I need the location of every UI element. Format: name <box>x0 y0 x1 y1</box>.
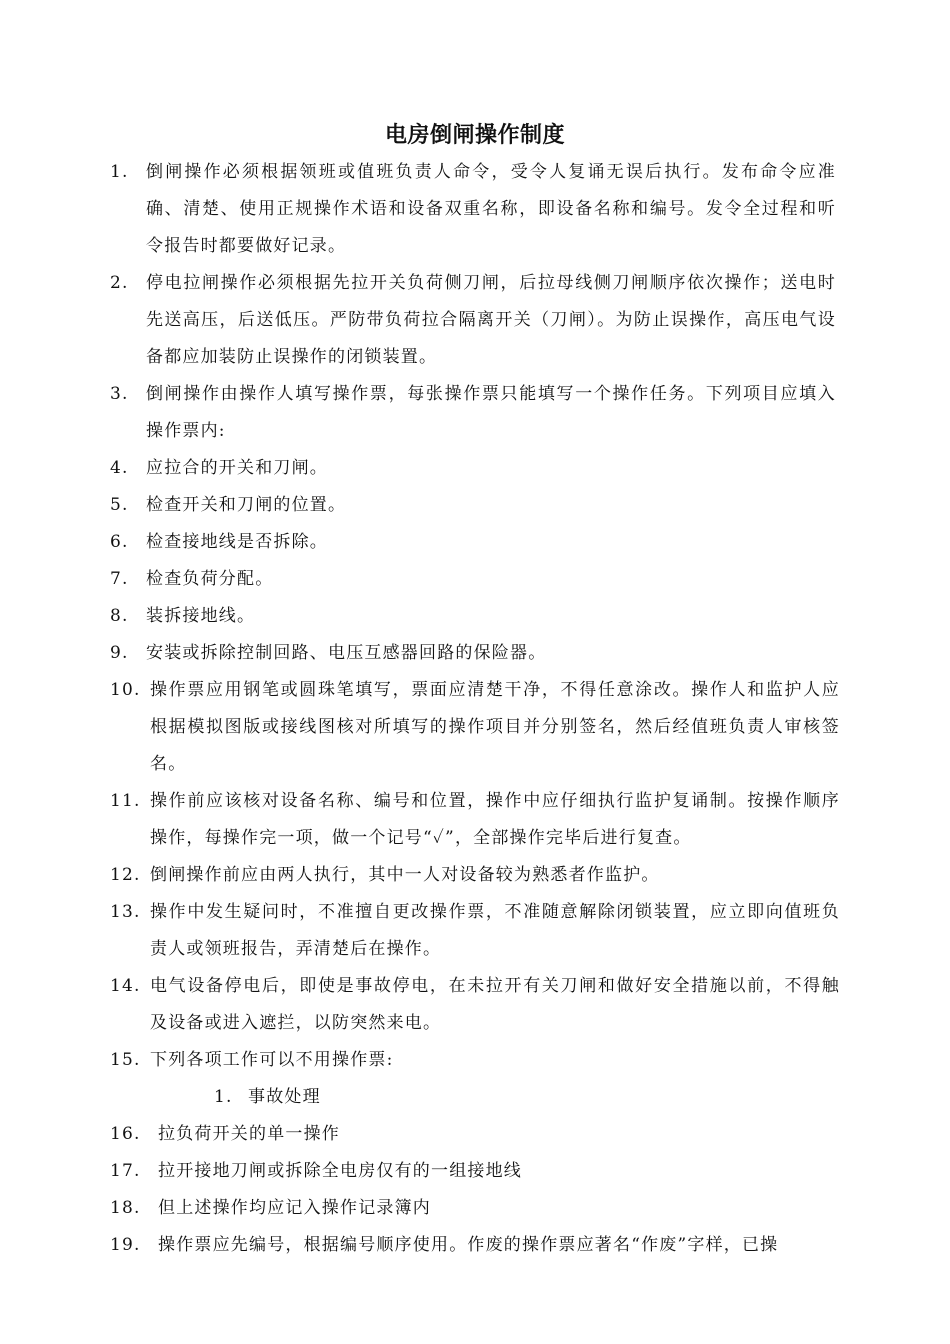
item-number: 1. <box>110 162 129 182</box>
list-item-4 <box>0 450 950 487</box>
list-item-18 <box>0 1190 950 1227</box>
item-number: 2. <box>110 273 129 293</box>
item-number: 4. <box>110 458 129 478</box>
item-text: 检查负荷分配。 <box>146 569 274 589</box>
item-number: 14. <box>110 976 141 996</box>
item-text: 操作中发生疑问时，不准擅自更改操作票，不准随意解除闭锁装置，应立即向值班负责人或领班报告，弄清楚后在操作。 <box>150 902 840 959</box>
list-item-13 <box>0 894 950 968</box>
item-number: 16. <box>110 1124 141 1144</box>
item-number: 8. <box>110 606 129 626</box>
item-text: 停电拉闸操作必须根据先拉开关负荷侧刀闸，后拉母线侧刀闸顺序依次操作；送电时先送高压，后送低压。严防带负荷拉合隔离开关（刀闸）。为防止误操作，高压电气设备都应加装防止误操作的闭锁装置。 <box>146 273 836 367</box>
item-text: 操作票应用钢笔或圆珠笔填写，票面应清楚干净，不得任意涂改。操作人和监护人应根据模拟图版或接线图核对所填写的操作项目并分别签名，然后经值班负责人审核签名。 <box>150 680 840 774</box>
list-item-10 <box>0 672 950 783</box>
item-text: 操作票应先编号，根据编号顺序使用。作废的操作票应著名“作废”字样，已操 <box>158 1235 779 1255</box>
item-text: 拉开接地刀闸或拆除全电房仅有的一组接地线 <box>158 1161 522 1181</box>
item-number: 10. <box>110 680 141 700</box>
item-text: 操作前应该核对设备名称、编号和位置，操作中应仔细执行监护复诵制。按操作顺序操作，每操作完一项，做一个记号“✓”，全部操作完毕后进行复查。 <box>150 791 840 848</box>
document-title: 电房倒闸操作制度 <box>384 123 565 148</box>
list-item-11 <box>0 783 950 857</box>
item-text: 装拆接地线。 <box>146 606 256 626</box>
item-number: 19. <box>110 1235 141 1255</box>
item-number: 1. <box>214 1087 233 1107</box>
item-number: 6. <box>110 532 129 552</box>
list-item-9 <box>0 635 950 672</box>
rules-list <box>0 154 950 1264</box>
list-item-8 <box>0 598 950 635</box>
list-subitem-1 <box>0 1079 950 1116</box>
list-item-19 <box>0 1227 950 1264</box>
item-text: 拉负荷开关的单一操作 <box>158 1124 340 1144</box>
list-item-5 <box>0 487 950 524</box>
item-text: 下列各项工作可以不用操作票: <box>150 1050 394 1070</box>
item-number: 9. <box>110 643 129 663</box>
item-number: 15. <box>110 1050 141 1070</box>
list-item-14 <box>0 968 950 1042</box>
item-text: 安装或拆除控制回路、电压互感器回路的保险器。 <box>146 643 547 663</box>
item-number: 3. <box>110 384 129 404</box>
item-number: 12. <box>110 865 141 885</box>
item-text: 检查接地线是否拆除。 <box>146 532 328 552</box>
item-number: 5. <box>110 495 129 515</box>
item-text: 事故处理 <box>248 1087 321 1107</box>
item-text: 倒闸操作前应由两人执行，其中一人对设备较为熟悉者作监护。 <box>150 865 660 885</box>
list-item-1 <box>0 154 950 265</box>
item-number: 17. <box>110 1161 141 1181</box>
item-number: 18. <box>110 1198 141 1218</box>
item-number: 13. <box>110 902 141 922</box>
item-text: 倒闸操作由操作人填写操作票，每张操作票只能填写一个操作任务。下列项目应填入操作票内: <box>146 384 836 441</box>
item-text: 电气设备停电后，即使是事故停电，在未拉开有关刀闸和做好安全措施以前，不得触及设备或进入遮拦，以防突然来电。 <box>150 976 840 1033</box>
list-item-7 <box>0 561 950 598</box>
list-item-15 <box>0 1042 950 1079</box>
list-item-2 <box>0 265 950 376</box>
item-number: 7. <box>110 569 129 589</box>
list-item-6 <box>0 524 950 561</box>
item-number: 11. <box>110 791 141 811</box>
item-text: 但上述操作均应记入操作记录簿内 <box>158 1198 431 1218</box>
list-item-12 <box>0 857 950 894</box>
item-text: 应拉合的开关和刀闸。 <box>146 458 328 478</box>
item-text: 倒闸操作必须根据领班或值班负责人命令，受令人复诵无误后执行。发布命令应准确、清楚、使用正规操作术语和设备双重名称，即设备名称和编号。发令全过程和听令报告时都要做好记录。 <box>146 162 836 256</box>
item-text: 检查开关和刀闸的位置。 <box>146 495 347 515</box>
list-item-17 <box>0 1153 950 1190</box>
list-item-3 <box>0 376 950 450</box>
list-item-16 <box>0 1116 950 1153</box>
